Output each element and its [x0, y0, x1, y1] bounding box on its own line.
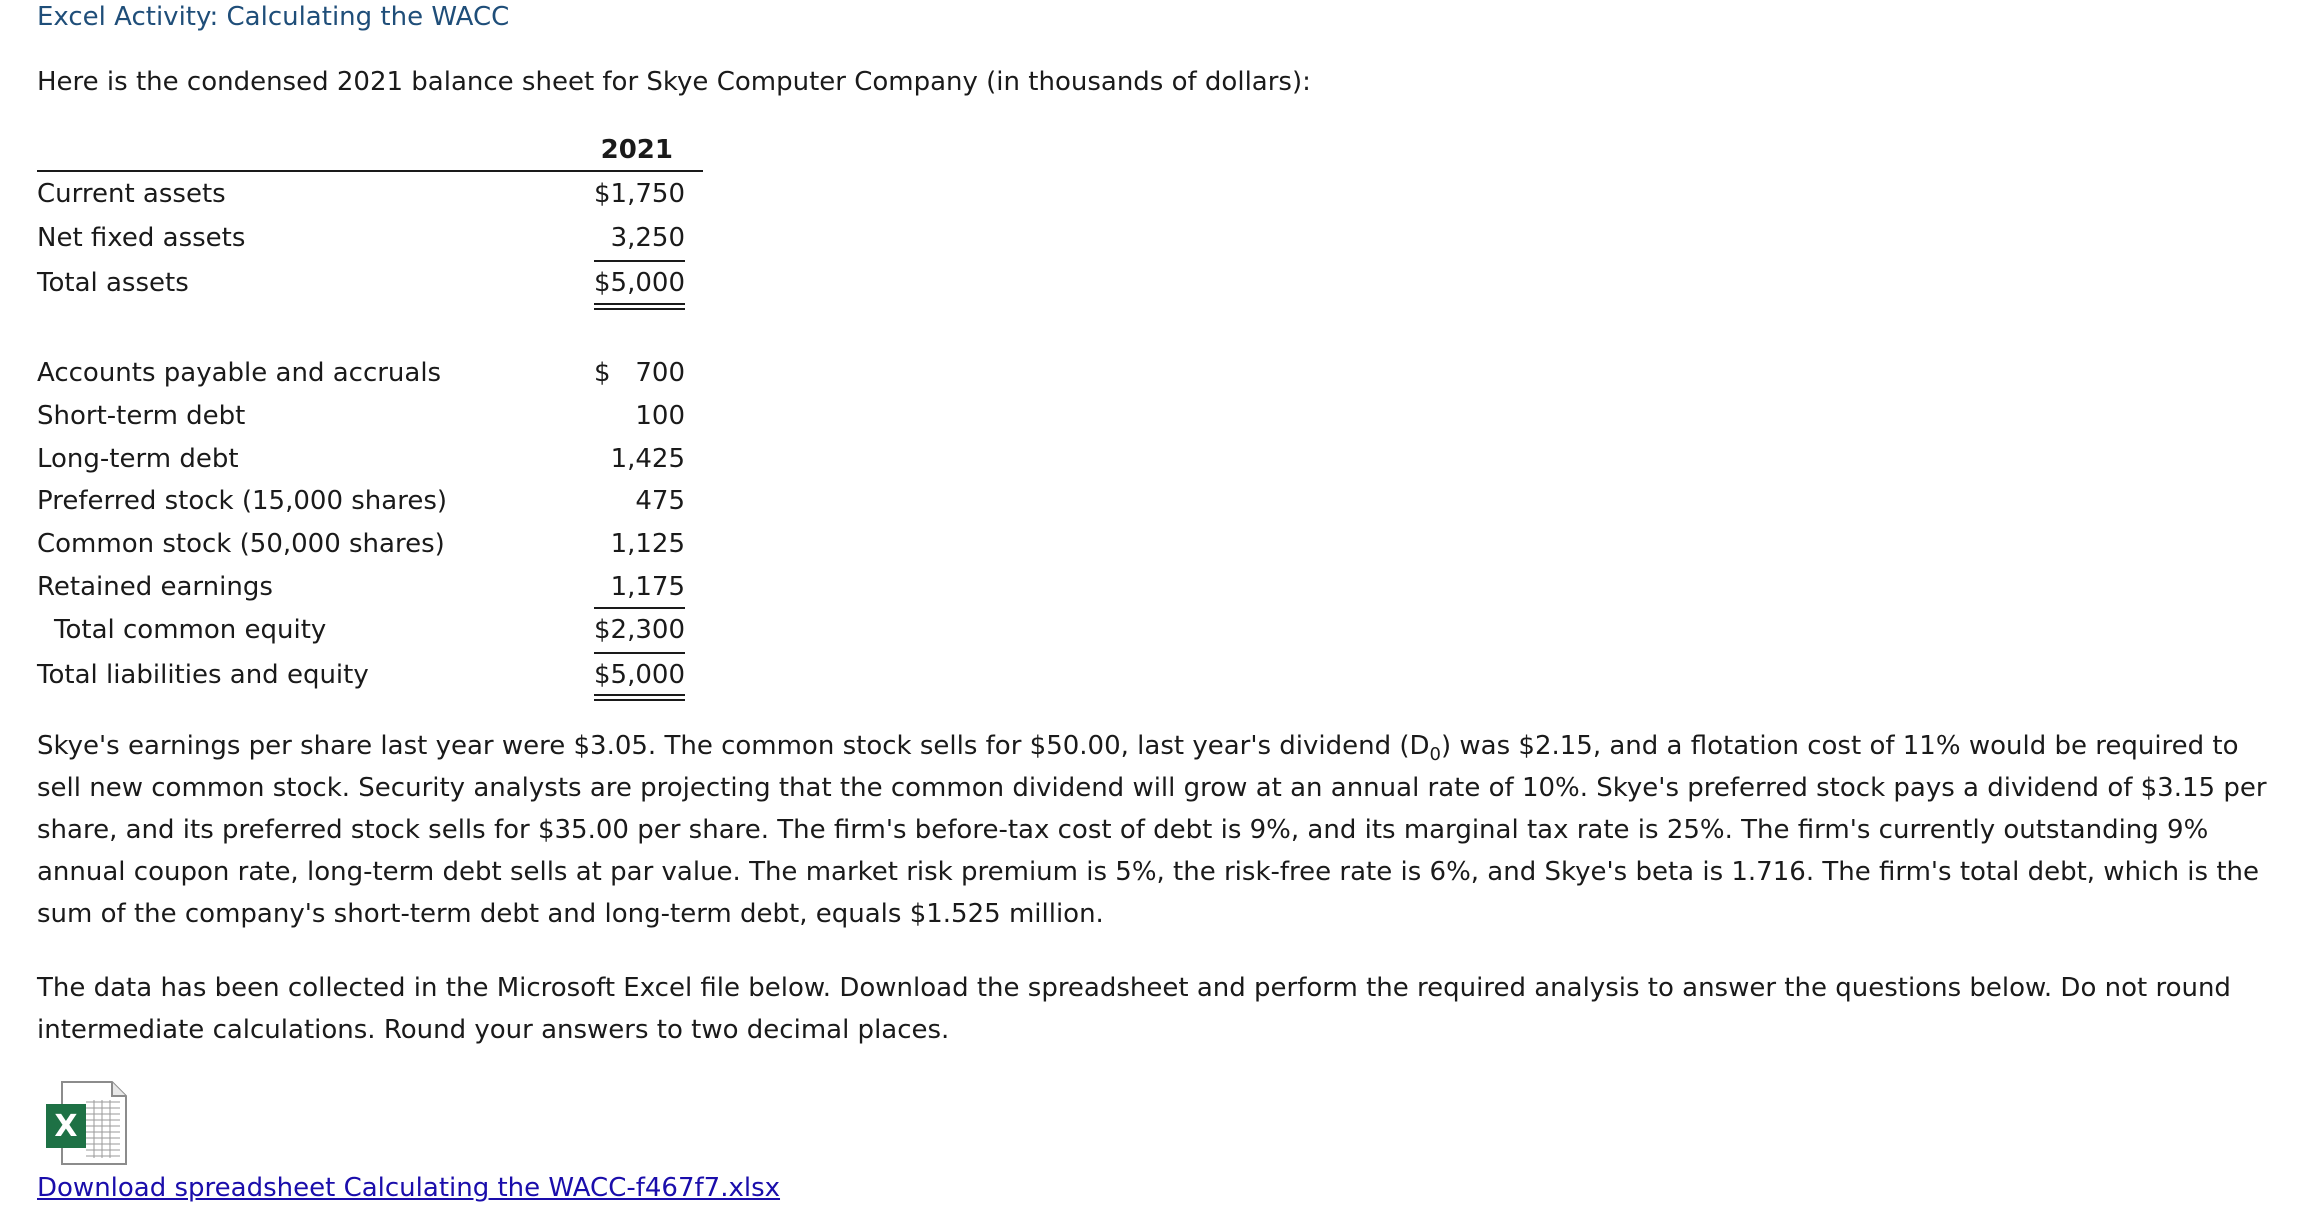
download-spreadsheet-link[interactable]: Download spreadsheet Calculating the WACC-f467f7.xlsx [37, 1173, 781, 1203]
table-row [37, 654, 703, 696]
table-row [37, 438, 703, 480]
svg-text:X: X [54, 1109, 78, 1144]
intro-text: Here is the condensed 2021 balance sheet for Skye Computer Company (in thousands of dollars): [37, 67, 1311, 97]
table-row [37, 523, 703, 565]
row-label: Total assets [37, 268, 189, 298]
row-label: Current assets [37, 179, 226, 209]
table-row [37, 566, 703, 608]
row-value: $5,000 [594, 268, 685, 298]
row-label: Long-term debt [37, 444, 239, 474]
row-label: Net fixed assets [37, 223, 246, 253]
row-value: 1,425 [610, 444, 685, 474]
dividend-subscript: 0 [1429, 744, 1441, 766]
table-row [37, 173, 703, 215]
row-value: 1,125 [610, 529, 685, 559]
row-value: $1,750 [594, 179, 685, 209]
page-title: Excel Activity: Calculating the WACC [37, 2, 510, 32]
row-value: 3,250 [610, 223, 685, 253]
table-row [37, 609, 703, 651]
paragraph-text-end: ) was $2.15, and a flotation cost of 11% would be required to sell new common stock. Security analysts are projecting that the common dividend will grow at an annual rate of 10%. Skye's preferred stock pays a dividend of $3.15 per share, and its preferred stock sells for $35.00 per share. The firm's before-tax cost of debt is 9%, and its marginal tax rate is 25%. The firm's currently outstanding 9% annual coupon rate, long-term debt sells at par value. The market risk premium is 5%, the risk-free rate is 6%, and Skye's beta is 1.716. The firm's total debt, which is the sum of the company's short-term debt and long-term debt, equals $1.525 million. [37, 731, 2267, 929]
row-value: $ 700 [594, 358, 685, 388]
row-label: Total common equity [54, 615, 327, 645]
table-row [37, 480, 703, 522]
problem-paragraph [37, 725, 2267, 935]
row-label: Common stock (50,000 shares) [37, 529, 445, 559]
paragraph-text-start: Skye's earnings per share last year were $3.05. The common stock sells for $50.00, last year's dividend (D [37, 731, 1430, 761]
instructions-paragraph: The data has been collected in the Microsoft Excel file below. Download the spreadsheet and perform the required analysis to answer the questions below. Do not round intermediate calculations. Round your answers to two decimal places. [37, 973, 2231, 1045]
row-value: 100 [635, 401, 685, 431]
row-value: 475 [635, 486, 685, 516]
row-value: 1,175 [610, 572, 685, 602]
row-label: Short-term debt [37, 401, 246, 431]
row-label: Preferred stock (15,000 shares) [37, 486, 448, 516]
year-header: 2021 [600, 135, 673, 165]
row-label: Retained earnings [37, 572, 273, 602]
row-value: $2,300 [594, 615, 685, 645]
total-double-rule [594, 303, 685, 310]
row-value: $5,000 [594, 660, 685, 690]
table-row [37, 395, 703, 437]
row-label: Accounts payable and accruals [37, 358, 442, 388]
row-label: Total liabilities and equity [37, 660, 369, 690]
table-row [37, 217, 703, 259]
total-double-rule [594, 694, 685, 701]
excel-file-icon[interactable] [44, 1080, 128, 1166]
table-row [37, 262, 703, 304]
table-header [37, 128, 703, 172]
table-row [37, 352, 703, 394]
